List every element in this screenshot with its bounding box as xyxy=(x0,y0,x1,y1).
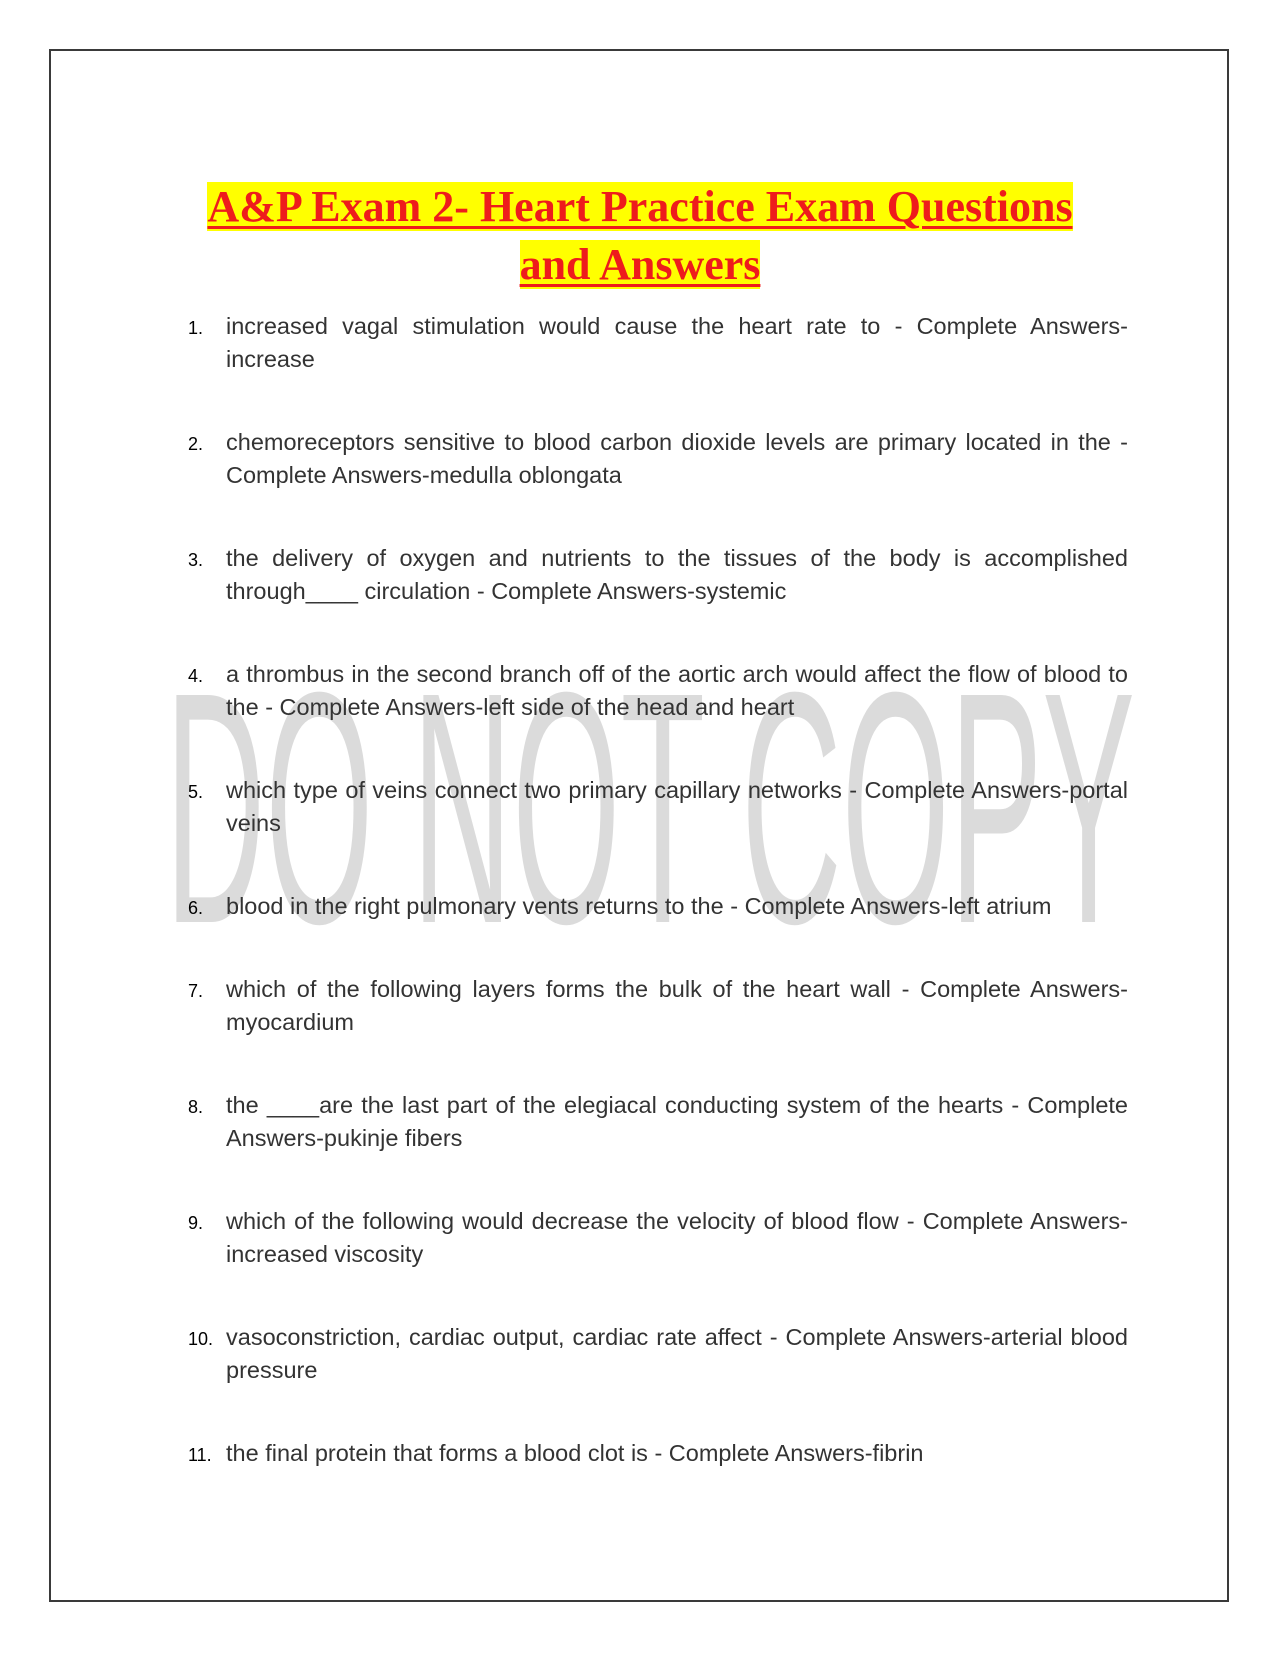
question-number: 6. xyxy=(188,898,204,918)
question-item xyxy=(188,1321,1128,1387)
question-text: which of the following layers forms the bulk of the heart wall - Complete Answers-myocardium xyxy=(226,976,1128,1035)
question-text: a thrombus in the second branch off of the aortic arch would affect the flow of blood to the - Complete Answers-left side of the head and heart xyxy=(226,661,1128,720)
question-item xyxy=(188,426,1128,492)
question-text: vasoconstriction, cardiac output, cardiac rate affect - Complete Answers-arterial blood pressure xyxy=(226,1324,1128,1383)
question-number: 3. xyxy=(188,550,204,570)
page-title xyxy=(130,178,1150,294)
question-number: 4. xyxy=(188,666,204,686)
question-item xyxy=(188,1205,1128,1271)
title-line-1: A&P Exam 2- Heart Practice Exam Questions xyxy=(207,182,1073,231)
question-list xyxy=(188,310,1128,1520)
question-text: blood in the right pulmonary vents returns to the - Complete Answers-left atrium xyxy=(226,893,1052,919)
question-number: 5. xyxy=(188,782,204,802)
question-text: chemoreceptors sensitive to blood carbon dioxide levels are primary located in the - Complete Answers-medulla oblongata xyxy=(226,429,1128,488)
question-item xyxy=(188,542,1128,608)
watermark-text: DO NOT COPY xyxy=(165,672,1135,932)
question-text: the final protein that forms a blood clot is - Complete Answers-fibrin xyxy=(226,1440,924,1466)
question-item xyxy=(188,973,1128,1039)
question-item xyxy=(188,1437,1128,1470)
question-item xyxy=(188,658,1128,724)
question-item xyxy=(188,1089,1128,1155)
question-item xyxy=(188,774,1128,840)
question-number: 10. xyxy=(188,1329,214,1349)
question-item xyxy=(188,310,1128,376)
question-number: 11. xyxy=(188,1445,212,1465)
title-line-2: and Answers xyxy=(519,240,761,289)
question-text: which type of veins connect two primary capillary networks - Complete Answers-portal veins xyxy=(226,777,1128,836)
question-text: the delivery of oxygen and nutrients to the tissues of the body is accomplished through____ circulation - Complete Answers-systemic xyxy=(226,545,1128,604)
question-item xyxy=(188,890,1128,923)
question-number: 8. xyxy=(188,1097,204,1117)
question-number: 2. xyxy=(188,434,204,454)
question-number: 9. xyxy=(188,1213,204,1233)
question-text: the ____are the last part of the elegiacal conducting system of the hearts - Complete Answers-pukinje fibers xyxy=(226,1092,1128,1151)
question-number: 7. xyxy=(188,981,204,1001)
question-number: 1. xyxy=(188,318,204,338)
question-text: increased vagal stimulation would cause the heart rate to - Complete Answers-increase xyxy=(226,313,1128,372)
question-text: which of the following would decrease the velocity of blood flow - Complete Answers-increased viscosity xyxy=(226,1208,1128,1267)
